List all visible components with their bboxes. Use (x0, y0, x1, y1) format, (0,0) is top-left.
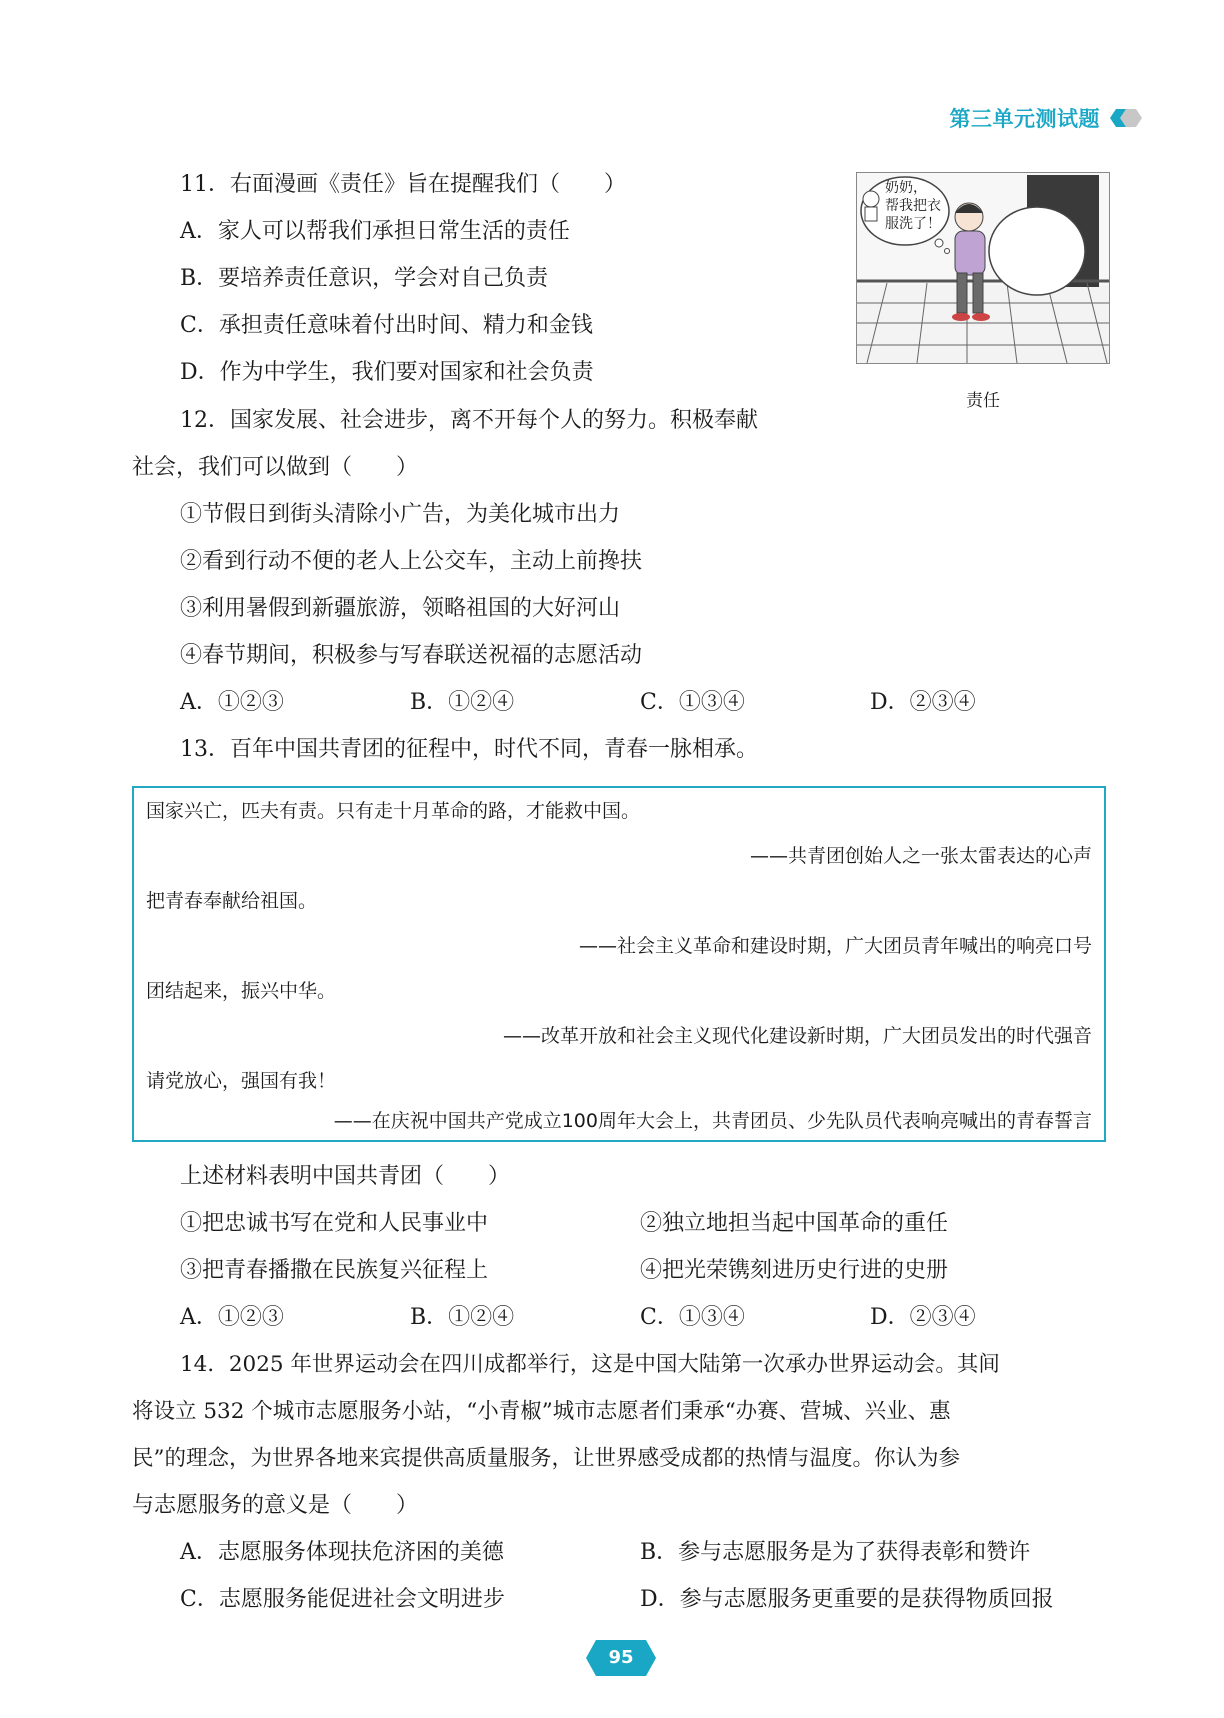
header-title: 第三单元测试题 (949, 107, 1100, 131)
q13-item-3: ③把青春播撒在民族复兴征程上 (180, 1258, 489, 1283)
comic-caption: 责任 (966, 391, 1000, 411)
quote-text-2: 把青春奉献给祖国。 (146, 890, 318, 912)
q13-choice-d: D．②③④ (870, 1305, 976, 1330)
q14-line-2: 将设立 532 个城市志愿服务小站，“小青椒”城市志愿者们秉承“办赛、营城、兴业、惠 (132, 1399, 951, 1424)
q13-item-1: ①把忠诚书写在党和人民事业中 (180, 1211, 489, 1236)
q12-item-1: ①节假日到街头清除小广告，为美化城市出力 (180, 502, 621, 527)
comic-speech (885, 179, 941, 233)
q12-choice-b: B．①②④ (410, 690, 515, 715)
q13-choice-c: C．①③④ (640, 1305, 745, 1330)
q14-line-1: 14．2025 年世界运动会在四川成都举行，这是中国大陆第一次承办世界运动会。其间 (180, 1352, 1000, 1377)
quote-source-1: ——共青团创始人之一张太雷表达的心声 (749, 845, 1092, 867)
q14-option-d: D．参与志愿服务更重要的是获得物质回报 (640, 1587, 1054, 1612)
q11-option-a: A．家人可以帮我们承担日常生活的责任 (180, 219, 570, 244)
page-header (950, 104, 1145, 132)
hexagon-decoration-icon (1106, 106, 1144, 130)
q11-option-d: D．作为中学生，我们要对国家和社会负责 (180, 360, 594, 385)
q12-choice-c: C．①③④ (640, 690, 745, 715)
q14-line-4: 与志愿服务的意义是（ ） (132, 1493, 419, 1518)
comic-illustration (856, 172, 1110, 364)
q12-item-3: ③利用暑假到新疆旅游，领略祖国的大好河山 (180, 596, 621, 621)
q14-line-3: 民”的理念，为世界各地来宾提供高质量服务，让世界感受成都的热情与温度。你认为参 (132, 1446, 960, 1471)
quote-source-3: ——改革开放和社会主义现代化建设新时期，广大团员发出的时代强音 (502, 1025, 1092, 1047)
comic-speech-line: 服洗了！ (885, 216, 941, 232)
q13-stem: 13．百年中国共青团的征程中，时代不同，青春一脉相承。 (180, 737, 758, 762)
quote-box (132, 786, 1106, 1142)
q13-question: 上述材料表明中国共青团（ ） (180, 1164, 511, 1189)
quote-text-4: 请党放心，强国有我！ (146, 1070, 337, 1092)
comic-speech-line: 帮我把衣 (885, 198, 941, 214)
q13-choice-a: A．①②③ (180, 1305, 284, 1330)
quote-text-3: 团结起来，振兴中华。 (146, 980, 337, 1002)
q12-choice-d: D．②③④ (870, 690, 976, 715)
quote-source-4: ——在庆祝中国共产党成立100周年大会上，共青团员、少先队员代表响亮喊出的青春誓言 (333, 1110, 1092, 1132)
q13-item-2: ②独立地担当起中国革命的重任 (640, 1211, 949, 1236)
q12-stem-line1: 12．国家发展、社会进步，离不开每个人的努力。积极奉献 (180, 408, 758, 433)
q12-stem-line2: 社会，我们可以做到（ ） (132, 455, 419, 480)
q12-choice-a: A．①②③ (180, 690, 284, 715)
q13-item-4: ④把光荣镌刻进历史行进的史册 (640, 1258, 949, 1283)
comic-speech-line: 奶奶， (885, 180, 927, 196)
q11-option-b: B．要培养责任意识，学会对自己负责 (180, 266, 549, 291)
q12-item-2: ②看到行动不便的老人上公交车，主动上前搀扶 (180, 549, 643, 574)
q11-stem: 11．右面漫画《责任》旨在提醒我们（ ） (180, 172, 626, 197)
quote-text-1: 国家兴亡，匹夫有责。只有走十月革命的路，才能救中国。 (146, 800, 641, 822)
q14-option-a: A．志愿服务体现扶危济困的美德 (180, 1540, 504, 1565)
page-number: 95 (608, 1647, 634, 1668)
q12-item-4: ④春节期间，积极参与写春联送祝福的志愿活动 (180, 643, 643, 668)
q14-option-b: B．参与志愿服务是为了获得表彰和赞许 (640, 1540, 1031, 1565)
q13-choice-b: B．①②④ (410, 1305, 515, 1330)
q14-option-c: C．志愿服务能促进社会文明进步 (180, 1587, 505, 1612)
q11-option-c: C．承担责任意味着付出时间、精力和金钱 (180, 313, 593, 338)
quote-source-2: ——社会主义革命和建设时期，广大团员青年喊出的响亮口号 (578, 935, 1092, 957)
